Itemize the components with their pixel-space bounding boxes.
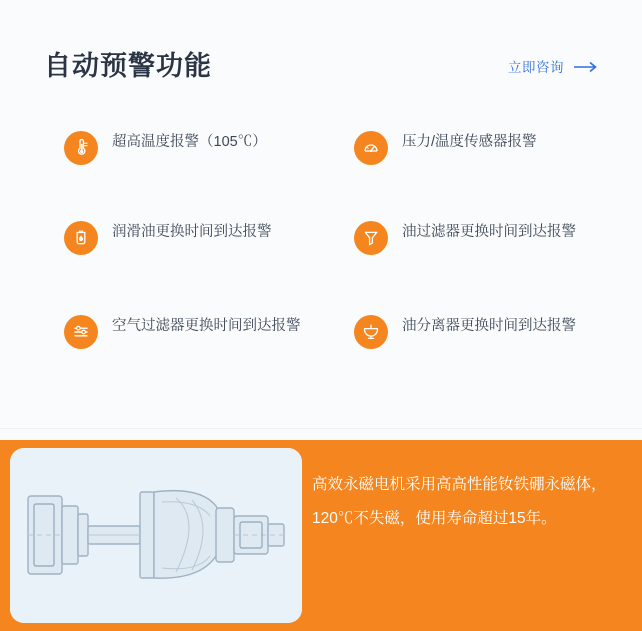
- feature-label: 超高温度报警（105℃）: [112, 134, 267, 150]
- pressure-sensor-icon: [354, 131, 388, 165]
- highlight-text: 高效永磁电机采用高高性能钕铁硼永磁体，120℃不失磁，使用寿命超过15年。: [312, 476, 607, 527]
- feature-label: 压力/温度传感器报警: [402, 134, 537, 150]
- oil-filter-icon: [354, 221, 388, 255]
- feature-item: [354, 130, 614, 165]
- arrow-right-icon: [574, 60, 600, 72]
- feature-label: 油分离器更换时间到达报警: [402, 318, 576, 334]
- consult-link-label: 立即咨询: [508, 60, 564, 75]
- consult-link[interactable]: [508, 56, 600, 76]
- oil-can-icon: [64, 221, 98, 255]
- product-image: [10, 448, 302, 623]
- feature-item: [64, 314, 324, 349]
- feature-grid: [0, 118, 642, 408]
- feature-label: 润滑油更换时间到达报警: [112, 224, 272, 240]
- page-title: 自动预警功能: [44, 51, 212, 81]
- header: [0, 0, 642, 110]
- section-divider: [0, 428, 642, 429]
- feature-label: 油过滤器更换时间到达报警: [402, 224, 576, 240]
- air-filter-icon: [64, 315, 98, 349]
- oil-separator-icon: [354, 315, 388, 349]
- thermometer-icon: [64, 131, 98, 165]
- feature-item: [354, 220, 614, 255]
- feature-item: [64, 220, 324, 255]
- feature-label: 空气过滤器更换时间到达报警: [112, 318, 301, 334]
- feature-item: [64, 130, 324, 165]
- feature-item: [354, 314, 614, 349]
